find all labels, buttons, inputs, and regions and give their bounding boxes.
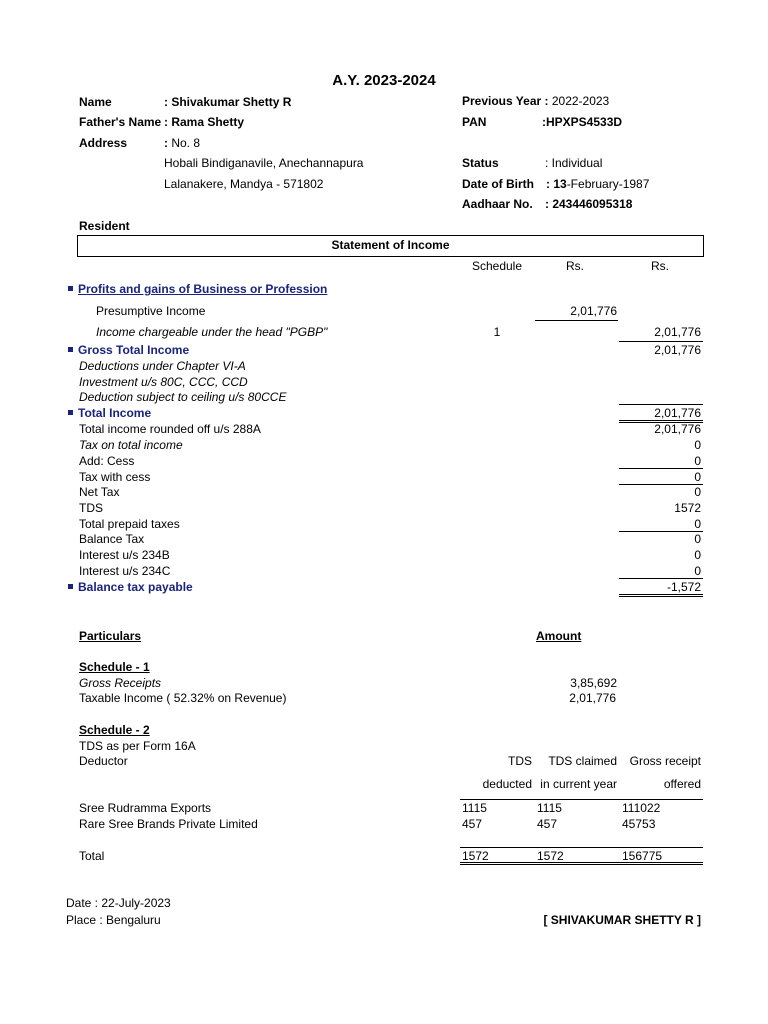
balance-payable-value: -1,572 [666,580,701,594]
aadhaar-value: : 243446095318 [545,197,633,211]
bullet-icon [68,584,73,589]
chargeable-label: Income chargeable under the head "PGBP" [96,325,328,339]
father-name-label: Father's Name [79,115,162,129]
tax-row-label: Tax with cess [79,470,151,484]
previous-year [462,94,609,108]
tax-row-value: 0 [694,517,701,531]
chargeable-value: 2,01,776 [654,325,701,339]
page-title: A.Y. 2023-2024 [332,72,436,89]
bullet-icon [68,347,73,352]
pan-label: PAN [462,115,487,129]
schedule-1-title: Schedule - 1 [79,660,150,674]
dob-day: : 13 [546,177,567,191]
previous-year-label: Previous Year : [462,94,549,108]
deductor-name: Sree Rudramma Exports [79,801,212,815]
balance-payable-label [68,580,193,594]
name-value: : Shivakumar Shetty R [164,95,292,109]
col-tds-header: TDS [508,754,532,768]
total-income-value: 2,01,776 [654,406,701,420]
address-colon: : [164,136,168,150]
residency-status: Resident [79,219,130,233]
dob-value [546,177,649,191]
deductor-gross: 45753 [622,817,656,831]
tax-row-value: 0 [694,454,701,468]
particulars-heading: Particulars [79,629,142,643]
balance-payable-text: Balance tax payable [78,580,193,594]
tds-form-label: TDS as per Form 16A [79,739,196,753]
tax-row-label: Interest u/s 234B [79,548,170,562]
deductor-claimed: 1115 [537,801,562,815]
gross-total-income-label [68,343,189,357]
dob-label: Date of Birth [462,177,534,191]
statement-heading: Statement of Income [331,238,450,252]
col-claimed-header: TDS claimed [548,754,617,768]
signature: [ SHIVAKUMAR SHETTY R ] [543,913,701,927]
ceiling-label: Deduction subject to ceiling u/s 80CCE [79,390,287,404]
col-claimed-header-2: in current year [540,777,617,791]
address-line-3: Lalanakere, Mandya - 571802 [164,177,324,191]
total-claimed: 1572 [537,849,564,863]
tax-row-label: Interest u/s 234C [79,564,171,578]
bullet-icon [68,410,73,415]
investment-label: Investment u/s 80C, CCC, CCD [79,375,248,389]
name-label: Name [79,95,112,109]
tax-row-label: Add: Cess [79,454,135,468]
gross-receipts-value: 3,85,692 [570,676,617,690]
tax-row-label: Tax on total income [79,438,183,452]
deductor-label: Deductor [79,754,128,768]
date-text: Date : 22-July-2023 [66,896,171,910]
address-line-1 [164,136,200,150]
col-tds-header-2: deducted [482,777,532,791]
bullet-icon [68,286,73,291]
divider [619,341,703,342]
place-text: Place : Bengaluru [66,913,161,927]
col-schedule-header: Schedule [471,259,523,273]
tax-row-label: Total prepaid taxes [79,517,180,531]
deductor-gross: 111022 [622,801,661,815]
pan-value: :HPXPS4533D [542,115,623,129]
schedule-2-title: Schedule - 2 [79,723,150,737]
tax-row-value: 0 [694,548,701,562]
previous-year-value: 2022-2023 [551,94,610,108]
double-divider [619,594,703,597]
status-value: : Individual [545,156,603,170]
tax-row-value: 0 [694,564,701,578]
tax-row-label: Balance Tax [79,532,145,546]
address-label: Address [79,136,128,150]
address-line-2: Hobali Bindiganavile, Anechannapura [164,156,364,170]
rounded-income-label: Total income rounded off u/s 288A [79,422,261,436]
gross-total-income-value: 2,01,776 [654,343,701,357]
amount-heading: Amount [536,629,582,643]
divider [619,404,703,405]
address-line-1-text: No. 8 [171,136,201,150]
double-divider [460,862,703,865]
dob-rest: -February-1987 [566,177,650,191]
col-rs-header-1: Rs. [566,259,584,273]
deductor-claimed: 457 [537,817,558,831]
pgbp-heading-text: Profits and gains of Business or Profession [78,282,328,296]
total-income-label [68,406,151,420]
tax-row-value: 0 [694,532,701,546]
gross-receipts-label: Gross Receipts [79,676,162,690]
deductor-tds: 1115 [462,801,487,815]
presumptive-label: Presumptive Income [96,304,206,318]
chargeable-schedule: 1 [493,325,501,339]
divider [535,320,618,321]
tax-row-value: 0 [694,485,701,499]
divider [460,799,703,800]
tax-row-label: Net Tax [79,485,120,499]
deductor-name: Rare Sree Brands Private Limited [79,817,258,831]
total-income-text: Total Income [78,406,152,420]
total-tds: 1572 [462,849,489,863]
pgbp-heading [68,282,327,296]
total-label: Total [79,849,105,863]
presumptive-value: 2,01,776 [570,304,617,318]
aadhaar-label: Aadhaar No. [462,197,533,211]
divider [619,468,703,469]
col-gross-header: Gross receipt [629,754,701,768]
taxable-income-value: 2,01,776 [569,691,616,705]
tax-row-value: 0 [694,470,701,484]
tax-row-value: 0 [694,438,701,452]
gross-total-income-text: Gross Total Income [78,343,190,357]
taxable-income-label: Taxable Income ( 52.32% on Revenue) [79,691,287,705]
total-gross: 156775 [622,849,663,863]
father-name-value: : Rama Shetty [164,115,245,129]
status-label: Status [462,156,499,170]
col-rs-header-2: Rs. [651,259,669,273]
rounded-income-value: 2,01,776 [654,422,701,436]
divider [460,847,703,848]
tax-row-value: 1572 [674,501,701,515]
divider [619,578,703,579]
deductions-label: Deductions under Chapter VI-A [79,359,246,373]
col-gross-header-2: offered [663,777,701,791]
deductor-tds: 457 [462,817,483,831]
tax-row-label: TDS [79,501,103,515]
